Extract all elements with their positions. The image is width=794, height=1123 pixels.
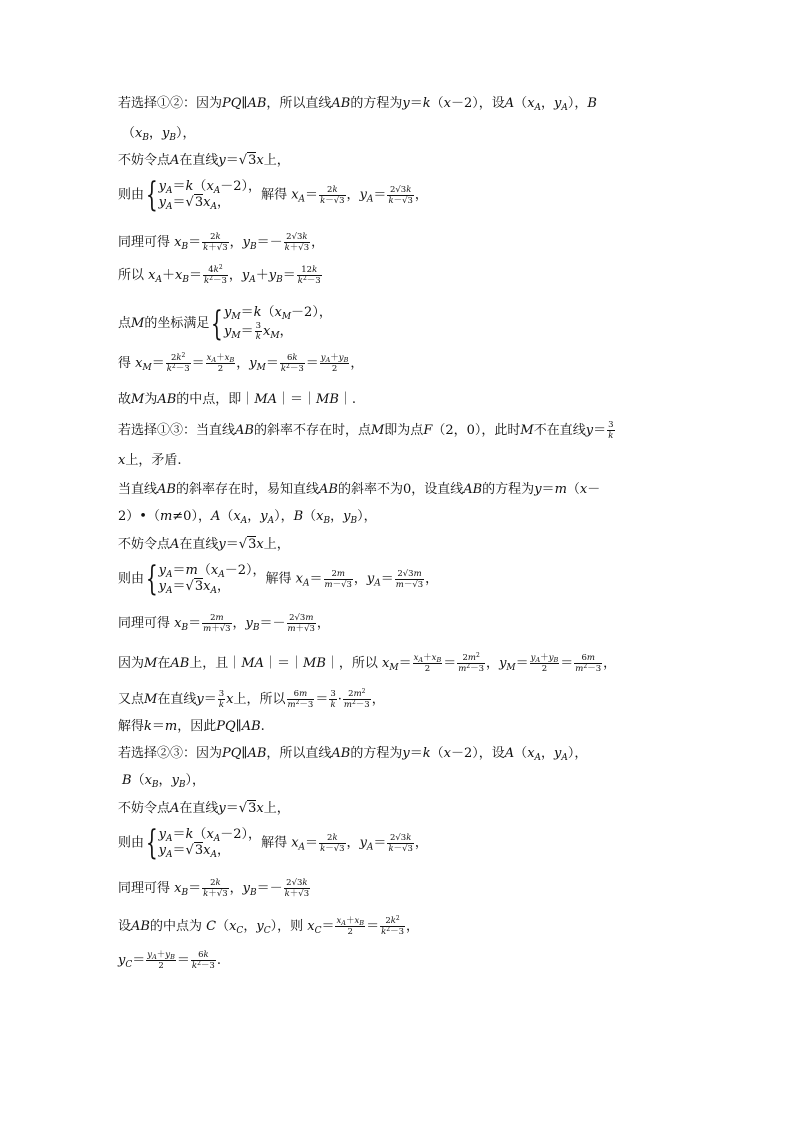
text-line: （$x_B$，$y_B$）， [122,126,196,143]
text-line: 当直线AB的斜率存在时，易知直线AB的斜率不为0，设直线AB的方程为y＝m（x－ [118,482,601,497]
text-line: 所以 $x_A+x_B=$ $\frac{4k^2}{k^2-3}$ ，$y_A+y_B=$ $\frac{12k}{k^2-3}$ [118,264,321,286]
text-line: 同理可得 $x_B=$ $\frac{2m}{m+√3}$ ，$y_B=-$ $\frac{2√3m}{m+√3}$ ， [118,613,330,634]
text-line: 解得k＝m，因此PQ∥AB. [118,719,265,734]
text-line: 设AB的中点为 $C(x_C$，$y_C$），则 $x_C=$ $\frac{x_A+x_B}{2}$ ＝ $\frac{2k^2}{k^2-3}$ ， [118,915,419,937]
text-line: 2）•（m≠0），$A(x_A$，$y_A$），$B(x_B$，$y_B$）， [118,509,377,526]
text-line: 不妨令点A在直线y＝√3x上， [118,801,290,816]
text-line: 若选择②③：因为PQ∥AB，所以直线AB的方程为y＝k（x－2），设$A(x_A$，$y_A$）， [118,746,588,763]
text-line: 同理可得 $x_B=$ $\frac{2k}{k+√3}$ ，$y_B=-$ $\frac{2√3k}{k+√3}$ ， [118,232,325,253]
text-line: 不妨令点A在直线y＝√3x上， [118,537,290,552]
text-line: 若选择①③：当直线AB的斜率不存在时，点M即为点F（2，0），此时M不在直线y＝ $\frac{3}{k}$ [118,420,614,441]
text-line: 又点M在直线y＝ $\frac{3}{k}$ x上，所以 $\frac{6m}{m^2-3}$ ＝ $\frac{3}{k}$ · $\frac{2m^2}{m^2-3}$ ， [118,688,385,710]
text-line: 则由{ $y_A=k(x_A-2)$， $y_A=√3x_A$， 解得 $x_A=$ $\frac{2k}{k-√3}$ ，$y_A=$ $\frac{2√3k}{k-√3}$ ， [118,823,428,863]
text-line: 则由{ $y_A=k(x_A-2)$， $y_A=√3x_A$， 解得 $x_A=$ $\frac{2k}{k-√3}$ ，$y_A=$ $\frac{2√3k}{k-√3}$ ， [118,175,428,215]
text-line: 则由{ $y_A=m(x_A-2)$， $y_A=√3x_A$， 解得 $x_A=$ $\frac{2m}{m-√3}$ ，$y_A=$ $\frac{2√3m}{m-√3}$ ， [118,559,439,599]
text-line: x上，矛盾. [118,453,182,468]
text-line: $B(x_B$，$y_B$）， [122,773,206,790]
text-line: 故M为AB的中点，即｜MA｜＝｜MB｜. [118,392,357,407]
text-line: 不妨令点A在直线y＝√3x上， [118,153,290,168]
text-line: 得 $x_M=$ $\frac{2k^2}{k^2-3}$ ＝ $\frac{x_A+x_B}{2}$ ，$y_M=$ $\frac{6k}{k^2-3}$ ＝ $\frac{y_A+y_B}{2}$ ， [118,352,364,374]
text-line: 因为M在AB上，且｜MA｜＝｜MB｜，所以 $x_M=$ $\frac{x_A+x_B}{2}$ ＝ $\frac{2m^2}{m^2-3}$ ，$y_M=$ $\frac{y_A+y_B}{2}$ ＝ $\frac{6m}{m^2-3}$ ， [118,652,617,674]
text-line: 同理可得 $x_B=$ $\frac{2k}{k+√3}$ ，$y_B=-$ $\frac{2√3k}{k+√3}$ [118,878,310,899]
text-line: 点M的坐标满足{ $y_M=k(x_M-2)$， $y_M=$ $\frac{3}{k}$ $x_M$， [118,303,332,344]
text-line: $y_C=$ $\frac{y_A+y_B}{2}$ ＝ $\frac{6k}{k^2-3}$ . [118,950,221,971]
text-line: 若选择①②：因为PQ∥AB，所以直线AB的方程为y＝k（x－2），设$A(x_A$，$y_A$），B [118,96,597,113]
